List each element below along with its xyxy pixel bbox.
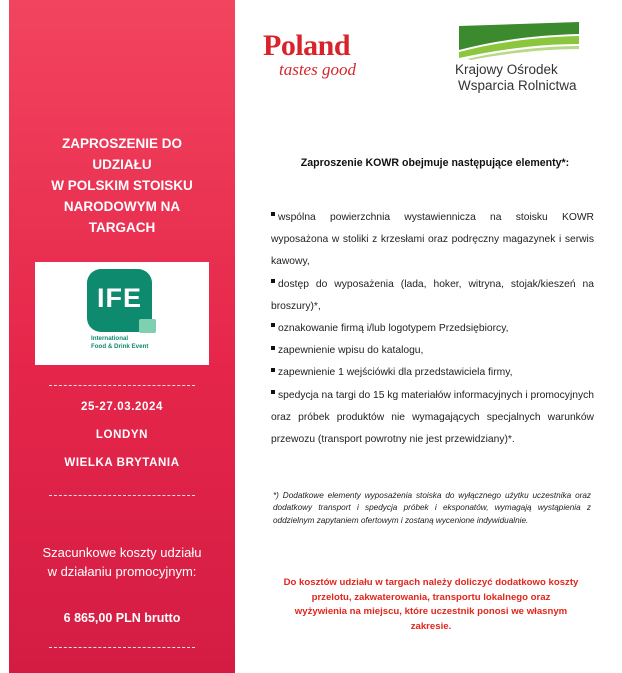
cost-label bbox=[9, 543, 235, 581]
title-line: NARODOWYM NA bbox=[63, 199, 181, 214]
divider bbox=[49, 647, 195, 648]
list-item bbox=[271, 362, 594, 384]
bullet-square-icon bbox=[271, 390, 275, 394]
ife-subtitle bbox=[91, 335, 201, 351]
list-item-text: oznakowanie firmą i/lub logotypem Przedsiębiorcy, bbox=[278, 323, 509, 335]
divider bbox=[49, 495, 195, 496]
list-item-text: zapewnienie 1 wejściówki dla przedstawiciela firmy, bbox=[278, 367, 513, 379]
invitation-heading: Zaproszenie KOWR obejmuje następujące elementy*: bbox=[300, 157, 570, 169]
bullet-square-icon bbox=[271, 368, 275, 372]
cost-label-line: Szacunkowe koszty udziału bbox=[42, 545, 202, 560]
price: 6 865,00 PLN brutto bbox=[63, 611, 181, 625]
list-item-text: spedycja na targi do 15 kg materiałów informacyjnych i promocyjnych oraz próbek produktów nie wymagających specjalnych warunków przewozu (transport powrotny nie jest przewidziany)*. bbox=[271, 389, 594, 446]
ife-subtitle-line: International bbox=[91, 335, 129, 342]
poland-logo-sub: tastes good bbox=[279, 60, 356, 79]
title-line: ZAPROSZENIE DO bbox=[61, 136, 182, 151]
bullet-square-icon bbox=[271, 323, 275, 327]
list-item-text: zapewnienie wpisu do katalogu, bbox=[278, 345, 424, 357]
note-line: zakresie. bbox=[410, 620, 452, 632]
ife-logo-letters: IFE bbox=[96, 283, 142, 313]
ife-subtitle-line: Food & Drink Event bbox=[91, 343, 149, 350]
list-item-text: dostęp do wyposażenia (lada, hoker, witryna, stojak/kieszeń na broszury)*, bbox=[271, 278, 594, 312]
event-country: WIELKA BRYTANIA bbox=[64, 457, 180, 469]
kowr-name bbox=[455, 62, 585, 94]
left-sidebar bbox=[9, 0, 235, 673]
list-item bbox=[271, 207, 594, 274]
kowr-logo bbox=[455, 22, 585, 102]
list-item bbox=[271, 274, 594, 318]
title-line: W POLSKIM STOISKU bbox=[51, 178, 193, 193]
ife-logo-card bbox=[35, 262, 209, 365]
ife-logo-tab bbox=[139, 319, 156, 333]
event-dates: 25-27.03.2024 bbox=[81, 401, 163, 413]
footnote: *) Dodatkowe elementy wyposażenia stoiska do wyłącznego użytku uczestnika oraz dodatkowy transport i spedycja próbek i eksponatów, wymagają wystąpienia z oddzielnym zapytaniem ofertowym i zostaną wycenione indywidualnie. bbox=[273, 491, 591, 525]
bullet-square-icon bbox=[271, 279, 275, 283]
bullet-square-icon bbox=[271, 212, 275, 216]
event-city: LONDYN bbox=[95, 429, 149, 441]
note-line: wyżywienia na miejscu, które uczestnik ponosi we własnym bbox=[294, 606, 568, 618]
note-line: przelotu, zakwaterowania, transportu lokalnego oraz bbox=[311, 591, 551, 603]
poland-logo-main: Poland bbox=[263, 29, 351, 62]
poland-tastes-good-logo bbox=[263, 30, 383, 82]
cost-label-line: w działaniu promocyjnym: bbox=[47, 564, 197, 579]
note-line: Do kosztów udziału w targach należy doliczyć dodatkowo koszty bbox=[283, 577, 579, 588]
benefits-list bbox=[271, 207, 594, 451]
title-line: TARGACH bbox=[88, 220, 156, 235]
kowr-name-line: Krajowy Ośrodek bbox=[455, 62, 558, 77]
invitation-title bbox=[9, 133, 235, 238]
kowr-name-line: Wsparcia Rolnictwa bbox=[458, 78, 577, 93]
kowr-fields-icon bbox=[457, 22, 581, 60]
list-item bbox=[271, 340, 594, 362]
list-item-text: wspólna powierzchnia wystawiennicza na stoisku KOWR wyposażona w stoliki z krzesłami oraz podręczny magazynek i serwis kawowy, bbox=[271, 212, 594, 268]
additional-costs-note bbox=[262, 576, 600, 634]
ife-logo bbox=[87, 269, 152, 332]
list-item bbox=[271, 385, 594, 452]
title-line: UDZIAŁU bbox=[92, 157, 152, 172]
bullet-square-icon bbox=[271, 346, 275, 350]
divider bbox=[49, 385, 195, 386]
list-item bbox=[271, 318, 594, 340]
